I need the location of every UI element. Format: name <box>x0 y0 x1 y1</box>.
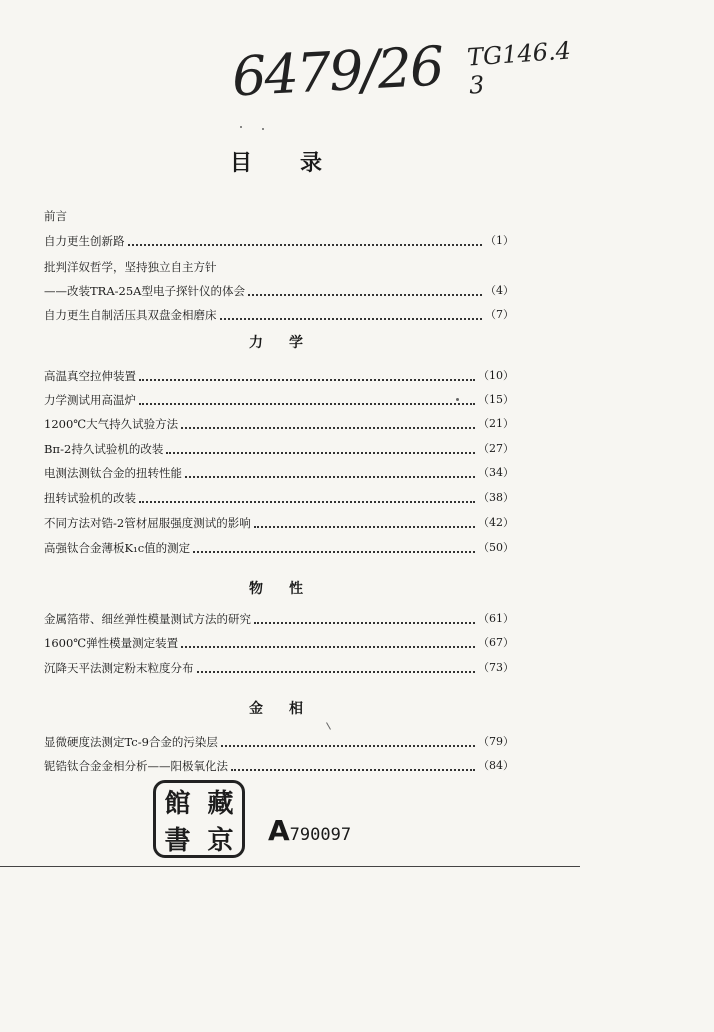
section-heading-mechanics: 力学 <box>249 335 329 351</box>
leader-dots <box>197 670 476 673</box>
accession-number <box>268 814 351 847</box>
scan-speck <box>456 398 459 401</box>
toc-entry-page: （67） <box>478 636 514 649</box>
toc-entry[interactable] <box>44 539 514 557</box>
toc-entry-title: 沉降天平法测定粉末粒度分布 <box>44 661 194 675</box>
leader-dots <box>181 426 475 429</box>
toc-entry-page: （42） <box>478 516 514 529</box>
leader-dots <box>254 621 475 624</box>
leader-dots <box>221 744 475 747</box>
toc-entry[interactable] <box>44 232 514 250</box>
leader-dots <box>185 475 475 478</box>
toc-entry[interactable] <box>44 659 514 677</box>
toc-entry-title: 自力更生创新路 <box>44 234 125 248</box>
toc-entry-title: 显微硬度法测定Tc-9合金的污染层 <box>44 735 218 749</box>
toc-entry[interactable] <box>44 282 514 300</box>
toc-entry[interactable] <box>44 610 514 628</box>
toc-entry[interactable] <box>44 440 514 458</box>
leader-dots <box>139 402 475 405</box>
accession-digits: 790097 <box>289 825 352 845</box>
toc-entry-page: （1） <box>485 234 514 247</box>
toc-entry-title: 1200℃大气持久试验方法 <box>44 417 179 431</box>
toc-entry-title: 电测法测钛合金的扭转性能 <box>44 466 182 480</box>
toc-entry[interactable] <box>44 306 514 324</box>
scan-speck <box>240 126 242 128</box>
section-heading-physical-properties: 物性 <box>249 581 329 597</box>
page-title: 目录 <box>229 151 370 176</box>
classification-code-line1: TG146.4 <box>466 36 572 72</box>
toc-entry-title: 扭转试验机的改装 <box>44 491 136 505</box>
toc-entry-page: （38） <box>478 491 514 504</box>
toc-entry[interactable] <box>44 367 514 385</box>
preface-label: 前言 <box>44 209 67 223</box>
bottom-rule <box>0 866 580 867</box>
toc-entry-title: 铌锆钛合金金相分析——阳极氧化法 <box>44 759 228 773</box>
leader-dots <box>248 293 482 296</box>
toc-entry-page: （15） <box>478 393 514 406</box>
leader-dots <box>254 525 475 528</box>
toc-entry-page: （61） <box>478 612 514 625</box>
toc-entry-page: （4） <box>485 284 514 297</box>
library-stamp <box>153 780 245 858</box>
scan-mark <box>326 722 331 729</box>
stamp-glyph: 京 <box>207 826 234 856</box>
leader-dots <box>181 645 475 648</box>
section-heading-metallography: 金相 <box>249 701 329 717</box>
stamp-glyph: 藏 <box>207 789 234 819</box>
leader-dots <box>166 451 475 454</box>
toc-entry-title: ——改装TRA-25A型电子探针仪的体会 <box>44 284 245 298</box>
toc-entry-title: 高温真空拉伸装置 <box>44 369 136 383</box>
classification-code-line2: 3 <box>468 70 486 100</box>
toc-entry-page: （84） <box>478 759 514 772</box>
toc-entry-page: （7） <box>485 308 514 321</box>
stamp-glyph: 書 <box>164 826 191 856</box>
toc-entry-title: 不同方法对锆-2管材屈服强度测试的影响 <box>44 516 251 530</box>
toc-entry-page: （21） <box>478 417 514 430</box>
toc-entry-page: （34） <box>478 466 514 479</box>
leader-dots <box>139 500 475 503</box>
toc-entry[interactable] <box>44 489 514 507</box>
handwritten-call-number: 6479/26 <box>230 34 444 109</box>
toc-entry[interactable] <box>44 634 514 652</box>
leader-dots <box>231 768 475 771</box>
toc-entry-title-line1: 批判洋奴哲学，坚持独立自主方针 <box>44 260 217 274</box>
leader-dots <box>193 550 475 553</box>
toc-entry[interactable] <box>44 415 514 433</box>
toc-entry-page: （73） <box>478 661 514 674</box>
stamp-glyph: 館 <box>164 789 191 819</box>
toc-entry[interactable] <box>44 391 514 409</box>
toc-entry-page: （27） <box>478 442 514 455</box>
toc-entry-title: 自力更生自制活压具双盘金相磨床 <box>44 308 217 322</box>
toc-entry-page: （50） <box>478 541 514 554</box>
toc-entry[interactable] <box>44 464 514 482</box>
toc-entry[interactable] <box>44 733 514 751</box>
leader-dots <box>128 243 483 246</box>
toc-entry-page: （79） <box>478 735 514 748</box>
handwritten-classification-code <box>466 36 574 99</box>
toc-entry-page: （10） <box>478 369 514 382</box>
leader-dots <box>139 378 475 381</box>
toc-entry-title: Bп-2持久试验机的改装 <box>44 442 164 456</box>
toc-entry-title: 力学测试用高温炉 <box>44 393 136 407</box>
toc-entry[interactable] <box>44 514 514 532</box>
toc-entry-title: 高强钛合金薄板K₁c值的测定 <box>44 541 191 555</box>
scan-speck <box>262 128 264 130</box>
accession-letter: A <box>268 814 290 847</box>
toc-entry-title: 1600℃弹性模量测定装置 <box>44 636 179 650</box>
toc-entry-title: 金属箔带、细丝弹性模量测试方法的研究 <box>44 612 251 626</box>
leader-dots <box>220 317 483 320</box>
toc-entry[interactable] <box>44 757 514 775</box>
